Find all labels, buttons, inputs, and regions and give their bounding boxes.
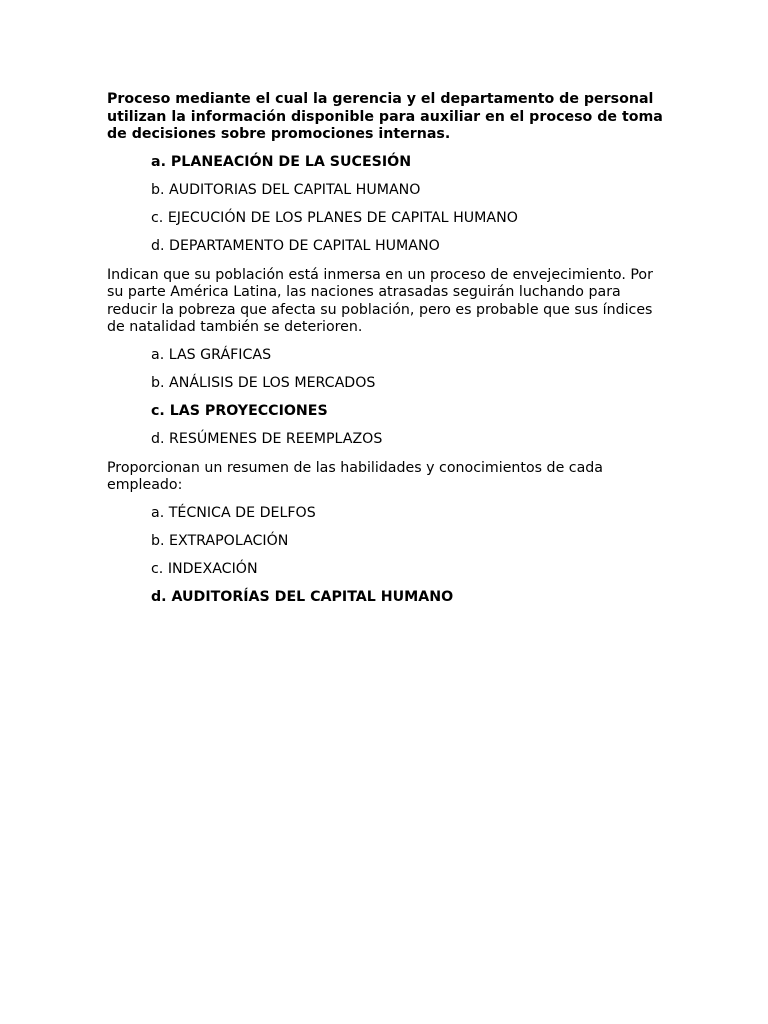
question-2-options [107,347,667,449]
question-2-option-d: d. RESÚMENES DE REEMPLAZOS [151,431,383,448]
question-3-option-c: c. INDEXACIÓN [151,561,258,578]
question-3-options [107,505,667,607]
question-1-text: Proceso mediante el cual la gerencia y el departamento de personal utilizan la información disponible para auxiliar en el proceso de toma de decisiones sobre promociones internas. [107,91,663,143]
question-block-3 [107,460,667,607]
question-1-option-a: a. PLANEACIÓN DE LA SUCESIÓN [151,153,412,170]
question-1-option-c: c. EJECUCIÓN DE LOS PLANES DE CAPITAL HUMANO [151,210,518,227]
question-1-option-d: d. DEPARTAMENTO DE CAPITAL HUMANO [151,238,440,255]
question-3-option-b: b. EXTRAPOLACIÓN [151,533,289,550]
question-2-option-a: a. LAS GRÁFICAS [151,346,272,363]
question-1-options [107,154,667,256]
document-page [107,91,667,618]
question-2-option-b: b. ANÁLISIS DE LOS MERCADOS [151,375,376,392]
question-block-1 [107,91,667,256]
question-3-text: Proporcionan un resumen de las habilidades y conocimientos de cada empleado: [107,459,604,494]
question-3-option-d: d. AUDITORÍAS DEL CAPITAL HUMANO [151,589,454,606]
question-1-option-b: b. AUDITORIAS DEL CAPITAL HUMANO [151,181,421,198]
question-block-2 [107,267,667,450]
question-2-text: Indican que su población está inmersa en un proceso de envejecimiento. Por su parte América Latina, las naciones atrasadas seguirán luchando para reducir la pobreza que afecta su población, pero es probable que sus índices de natalidad también se deterioren. [107,266,653,336]
question-3-option-a: a. TÉCNICA DE DELFOS [151,504,316,521]
question-2-option-c: c. LAS PROYECCIONES [151,403,328,420]
